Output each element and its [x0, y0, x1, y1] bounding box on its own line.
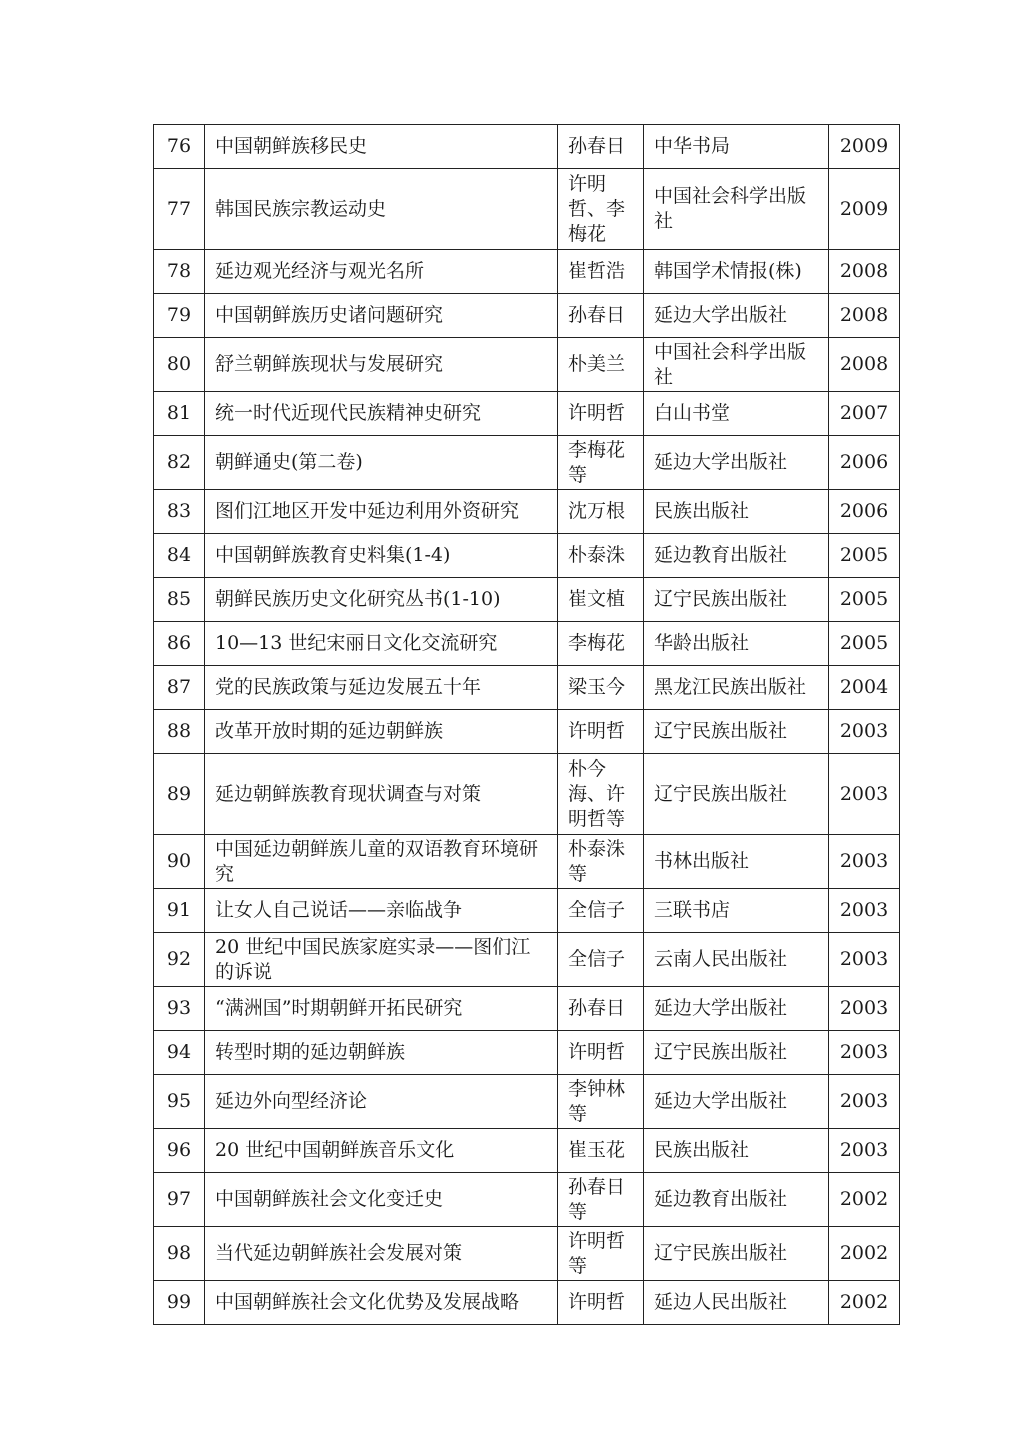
book-author: 朴泰洙	[558, 534, 644, 578]
book-publisher: 延边教育出版社	[644, 1173, 829, 1227]
book-author: 许明哲	[558, 710, 644, 754]
publication-year: 2003	[829, 933, 900, 987]
row-number: 85	[154, 578, 205, 622]
publication-year: 2003	[829, 987, 900, 1031]
row-number: 77	[154, 169, 205, 250]
book-title: 20 世纪中国朝鲜族音乐文化	[205, 1129, 558, 1173]
book-publisher: 华龄出版社	[644, 622, 829, 666]
book-author: 孙春日	[558, 125, 644, 169]
row-number: 78	[154, 250, 205, 294]
book-author: 孙春日	[558, 294, 644, 338]
row-number: 93	[154, 987, 205, 1031]
publication-year: 2008	[829, 294, 900, 338]
publication-year: 2003	[829, 835, 900, 889]
publication-year: 2005	[829, 534, 900, 578]
book-title: 转型时期的延边朝鲜族	[205, 1031, 558, 1075]
publication-year: 2007	[829, 392, 900, 436]
row-number: 98	[154, 1227, 205, 1281]
book-author: 崔哲浩	[558, 250, 644, 294]
book-title: 延边外向型经济论	[205, 1075, 558, 1129]
book-author: 崔文植	[558, 578, 644, 622]
publication-year: 2003	[829, 710, 900, 754]
book-title: 朝鲜民族历史文化研究丛书(1-10)	[205, 578, 558, 622]
book-author: 朴今海、许明哲等	[558, 754, 644, 835]
book-publisher: 延边大学出版社	[644, 1075, 829, 1129]
table-row	[154, 666, 900, 710]
book-publisher: 辽宁民族出版社	[644, 710, 829, 754]
book-title: 朝鲜通史(第二卷)	[205, 436, 558, 490]
book-title: 延边朝鲜族教育现状调查与对策	[205, 754, 558, 835]
publication-year: 2002	[829, 1173, 900, 1227]
book-publisher: 云南人民出版社	[644, 933, 829, 987]
book-title: 延边观光经济与观光名所	[205, 250, 558, 294]
book-publisher: 韩国学术情报(株)	[644, 250, 829, 294]
book-publisher: 民族出版社	[644, 490, 829, 534]
row-number: 79	[154, 294, 205, 338]
book-title: 中国朝鲜族教育史料集(1-4)	[205, 534, 558, 578]
row-number: 87	[154, 666, 205, 710]
table-row	[154, 125, 900, 169]
book-publisher: 黑龙江民族出版社	[644, 666, 829, 710]
book-publisher: 辽宁民族出版社	[644, 1031, 829, 1075]
book-publisher: 延边教育出版社	[644, 534, 829, 578]
row-number: 94	[154, 1031, 205, 1075]
book-author: 李梅花等	[558, 436, 644, 490]
book-author: 许明哲等	[558, 1227, 644, 1281]
row-number: 97	[154, 1173, 205, 1227]
book-author: 许明哲	[558, 1281, 644, 1325]
book-title: 统一时代近现代民族精神史研究	[205, 392, 558, 436]
book-author: 孙春日	[558, 987, 644, 1031]
publication-year: 2005	[829, 622, 900, 666]
book-publisher: 中华书局	[644, 125, 829, 169]
book-author: 朴泰洙等	[558, 835, 644, 889]
publication-year: 2006	[829, 436, 900, 490]
book-publisher: 中国社会科学出版社	[644, 169, 829, 250]
row-number: 80	[154, 338, 205, 392]
table-row	[154, 534, 900, 578]
table-row	[154, 1227, 900, 1281]
publication-year: 2003	[829, 754, 900, 835]
book-title: 中国朝鲜族历史诸问题研究	[205, 294, 558, 338]
table-row	[154, 578, 900, 622]
table-row	[154, 710, 900, 754]
table-row	[154, 490, 900, 534]
publication-year: 2009	[829, 169, 900, 250]
publication-year: 2006	[829, 490, 900, 534]
table-body	[154, 125, 900, 1325]
book-title: 20 世纪中国民族家庭实录——图们江的诉说	[205, 933, 558, 987]
book-publisher: 中国社会科学出版社	[644, 338, 829, 392]
book-title: 让女人自己说话——亲临战争	[205, 889, 558, 933]
table-row	[154, 835, 900, 889]
row-number: 86	[154, 622, 205, 666]
row-number: 91	[154, 889, 205, 933]
book-author: 朴美兰	[558, 338, 644, 392]
book-title: “满洲国”时期朝鲜开拓民研究	[205, 987, 558, 1031]
book-title: 党的民族政策与延边发展五十年	[205, 666, 558, 710]
table-row	[154, 889, 900, 933]
table-row	[154, 436, 900, 490]
publication-year: 2008	[829, 250, 900, 294]
row-number: 95	[154, 1075, 205, 1129]
publication-year: 2003	[829, 1031, 900, 1075]
table-row	[154, 1173, 900, 1227]
row-number: 84	[154, 534, 205, 578]
book-title: 中国延边朝鲜族儿童的双语教育环境研究	[205, 835, 558, 889]
table-row	[154, 294, 900, 338]
table-row	[154, 622, 900, 666]
book-title: 10—13 世纪宋丽日文化交流研究	[205, 622, 558, 666]
row-number: 92	[154, 933, 205, 987]
book-author: 孙春日等	[558, 1173, 644, 1227]
book-author: 全信子	[558, 933, 644, 987]
book-publisher: 白山书堂	[644, 392, 829, 436]
row-number: 76	[154, 125, 205, 169]
publication-year: 2004	[829, 666, 900, 710]
table-row	[154, 1129, 900, 1173]
book-publisher: 延边大学出版社	[644, 987, 829, 1031]
book-title: 舒兰朝鲜族现状与发展研究	[205, 338, 558, 392]
table-row	[154, 1075, 900, 1129]
publication-year: 2003	[829, 889, 900, 933]
book-author: 许明哲	[558, 1031, 644, 1075]
publication-year: 2003	[829, 1129, 900, 1173]
table-row	[154, 933, 900, 987]
book-author: 沈万根	[558, 490, 644, 534]
book-author: 许明哲、李梅花	[558, 169, 644, 250]
publication-year: 2003	[829, 1075, 900, 1129]
book-title: 韩国民族宗教运动史	[205, 169, 558, 250]
publication-year: 2002	[829, 1281, 900, 1325]
table-row	[154, 392, 900, 436]
book-title: 改革开放时期的延边朝鲜族	[205, 710, 558, 754]
row-number: 96	[154, 1129, 205, 1173]
book-author: 全信子	[558, 889, 644, 933]
book-title: 中国朝鲜族移民史	[205, 125, 558, 169]
book-author: 梁玉今	[558, 666, 644, 710]
row-number: 83	[154, 490, 205, 534]
table-row	[154, 250, 900, 294]
book-publisher: 辽宁民族出版社	[644, 578, 829, 622]
row-number: 90	[154, 835, 205, 889]
table-row	[154, 1031, 900, 1075]
book-publisher: 书林出版社	[644, 835, 829, 889]
publication-table	[153, 124, 900, 1325]
book-title: 图们江地区开发中延边利用外资研究	[205, 490, 558, 534]
row-number: 89	[154, 754, 205, 835]
table-row	[154, 169, 900, 250]
book-publisher: 三联书店	[644, 889, 829, 933]
table-row	[154, 1281, 900, 1325]
book-author: 许明哲	[558, 392, 644, 436]
book-author: 崔玉花	[558, 1129, 644, 1173]
publication-year: 2002	[829, 1227, 900, 1281]
book-title: 中国朝鲜族社会文化优势及发展战略	[205, 1281, 558, 1325]
book-publisher: 延边大学出版社	[644, 436, 829, 490]
book-title: 中国朝鲜族社会文化变迁史	[205, 1173, 558, 1227]
book-publisher: 辽宁民族出版社	[644, 1227, 829, 1281]
book-author: 李梅花	[558, 622, 644, 666]
table-row	[154, 338, 900, 392]
publication-year: 2009	[829, 125, 900, 169]
publication-year: 2005	[829, 578, 900, 622]
book-title: 当代延边朝鲜族社会发展对策	[205, 1227, 558, 1281]
row-number: 99	[154, 1281, 205, 1325]
book-author: 李钟林等	[558, 1075, 644, 1129]
row-number: 81	[154, 392, 205, 436]
book-publisher: 延边人民出版社	[644, 1281, 829, 1325]
row-number: 82	[154, 436, 205, 490]
publication-year: 2008	[829, 338, 900, 392]
book-publisher: 辽宁民族出版社	[644, 754, 829, 835]
table-row	[154, 754, 900, 835]
book-publisher: 延边大学出版社	[644, 294, 829, 338]
book-publisher: 民族出版社	[644, 1129, 829, 1173]
table-row	[154, 987, 900, 1031]
row-number: 88	[154, 710, 205, 754]
